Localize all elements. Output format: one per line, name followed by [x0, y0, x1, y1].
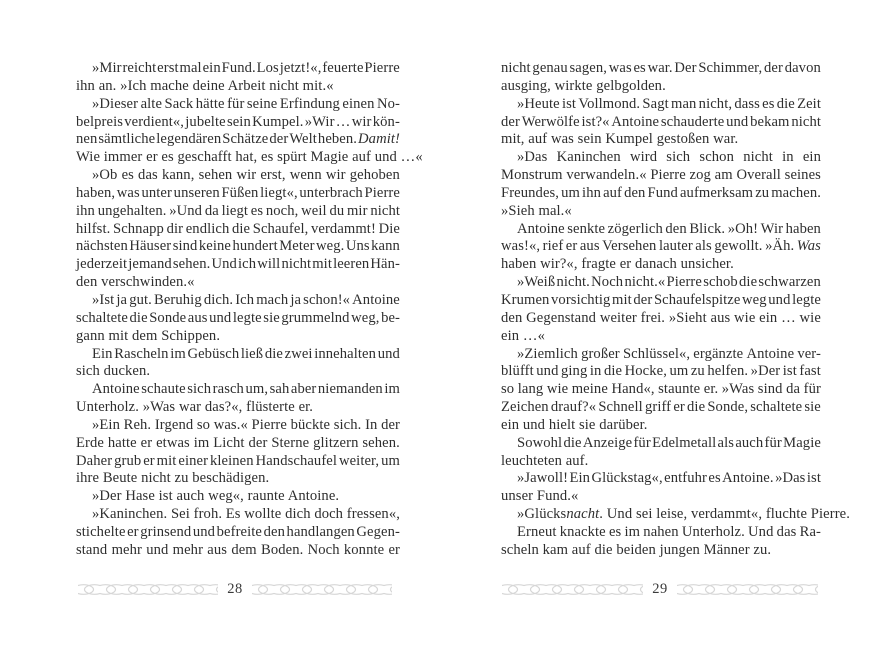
- text-line: schaltete die Sonde aus und legte sie grummelnd weg, be-: [76, 309, 400, 326]
- text-line: Erde hatte er etwas im Licht der Sterne glitzern sehen.: [76, 434, 400, 451]
- text-line: »Ein Reh. Irgend so was.« Pierre bückte sich. In der: [92, 416, 400, 433]
- text-line: »Jawoll! Ein Glückstag«, entfuhr es Antoine. »Das ist: [517, 470, 821, 487]
- text-line: »Kaninchen. Sei froh. Es wollte dich doch fressen«,: [92, 506, 400, 523]
- page-left-footer: [78, 582, 392, 597]
- page-number-left: 28: [227, 581, 243, 597]
- text-line: »Sieh mal.«: [501, 202, 572, 219]
- text-line: Wie immer er es geschafft hat, es spürt Magie auf und …«: [76, 149, 423, 166]
- text-line: der Werwölfe ist?« Antoine schauderte und bekam nicht: [501, 113, 821, 130]
- text-line: stichelte er grinsend und befreite den handlangen Gegen-: [76, 523, 400, 540]
- text-line: »Weiß nicht. Noch nicht.« Pierre schob die schwarzen: [517, 274, 821, 291]
- page-right-text: [501, 60, 850, 560]
- text-line: »Glücksnacht. Und sei leise, verdammt«, fluchte Pierre.: [517, 506, 850, 523]
- text-line: hilfst. Schnapp dir endlich die Schaufel, verdammt! Die: [76, 220, 400, 237]
- chain-ornament-icon: [78, 583, 218, 596]
- text-line: blüfft und ging in die Hocke, um zu helfen. »Der ist fast: [501, 363, 821, 380]
- text-line: Unterholz. »Was war das?«, flüsterte er.: [76, 399, 314, 416]
- text-line: Sowohl die Anzeige für Edelmetall als auch für Magie: [517, 434, 821, 451]
- text-line: Ein Rascheln im Gebüsch ließ die zwei innehalten und: [92, 345, 400, 362]
- text-line: scheln kam auf die beiden jungen Männer zu.: [501, 541, 772, 558]
- text-line: »Ist ja gut. Beruhig dich. Ich mach ja schon!« Antoine: [92, 291, 400, 308]
- text-line: ein …«: [501, 327, 545, 344]
- text-line: »Das Kaninchen wird sich schon nicht in ein: [517, 149, 821, 166]
- text-line: den verschwinden.«: [76, 274, 195, 291]
- text-line: ein und hielt sie darüber.: [501, 416, 648, 433]
- text-line: so lang wie meine Hand«, staunte er. »Was sind da für: [501, 381, 821, 398]
- text-line: ausging, wirkte gelbgolden.: [501, 77, 666, 94]
- text-line: ihn ungehalten. »Und da liegt es noch, weil du mir nicht: [76, 202, 400, 219]
- text-line: Zeichen drauf?« Schnell griff er die Sonde, schaltete sie: [501, 399, 821, 416]
- text-line: »Ziemlich großer Schlüssel«, ergänzte Antoine ver-: [517, 345, 821, 362]
- text-line: »Ob es das kann, sehen wir erst, wenn wir gehoben: [92, 167, 400, 184]
- text-line: »Der Hase ist auch weg«, raunte Antoine.: [92, 488, 340, 505]
- text-line: was!«, rief er aus Versehen lauter als gewollt. »Äh. Was: [501, 238, 821, 255]
- text-line: leuchteten auf.: [501, 452, 589, 469]
- page-left-text: [76, 60, 423, 560]
- text-line: jederzeit jemand sehen. Und ich will nicht mit leeren Hän-: [76, 256, 400, 273]
- chain-ornament-icon: [252, 583, 392, 596]
- text-line: haben, was unter unseren Füßen liegt«, unterbrach Pierre: [76, 184, 400, 201]
- text-line: den Gegenstand weiter frei. »Sieht aus wie ein … wie: [501, 309, 821, 326]
- chain-ornament-icon: [677, 583, 818, 596]
- text-line: stand mehr und mehr aus dem Boden. Noch konnte er: [76, 541, 400, 558]
- text-line: haben wir?«, fragte er danach unsicher.: [501, 256, 734, 273]
- text-line: Krumen vorsichtig mit der Schaufelspitze weg und legte: [501, 291, 821, 308]
- text-line: nächsten Häuser sind keine hundert Meter weg. Uns kann: [76, 238, 400, 255]
- text-line: Monstrum verwandeln.« Pierre zog am Overall seines: [501, 167, 821, 184]
- text-line: Freundes, um ihn auf den Fund aufmerksam zu machen.: [501, 184, 821, 201]
- text-line: Daher grub er mit einer kleinen Handschaufel weiter, um: [76, 452, 400, 469]
- text-line: nen sämtliche legendären Schätze der Welt heben. Damit!: [76, 131, 400, 148]
- text-line: nicht genau sagen, was es war. Der Schimmer, der davon: [501, 60, 821, 76]
- text-line: »Dieser alte Sack hätte für seine Erfindung einen No-: [92, 95, 400, 112]
- text-line: ihre Beute nicht zu beschädigen.: [76, 470, 270, 487]
- text-line: »Mir reicht erst mal ein Fund. Los jetzt!«, feuerte Pierre: [92, 60, 400, 76]
- text-line: Antoine schaute sich rasch um, sah aber niemanden im: [92, 381, 400, 398]
- text-line: gann mit dem Schippen.: [76, 327, 221, 344]
- page-number-right: 29: [652, 581, 668, 597]
- text-line: ihn an. »Ich mache deine Arbeit nicht mit.«: [76, 77, 334, 94]
- text-line: Erneut knackte es im nahen Unterholz. Und das Ra-: [517, 523, 821, 540]
- text-line: unser Fund.«: [501, 488, 579, 505]
- text-line: mit, auf was sein Kumpel gestoßen war.: [501, 131, 739, 148]
- text-line: belpreis verdient«, jubelte sein Kumpel. »Wir … wir kön-: [76, 113, 400, 130]
- text-line: Antoine senkte zögerlich den Blick. »Oh! Wir haben: [517, 220, 821, 237]
- page-right-footer: [502, 582, 818, 597]
- text-line: sich ducken.: [76, 363, 151, 380]
- text-line: »Heute ist Vollmond. Sagt man nicht, dass es die Zeit: [517, 95, 821, 112]
- chain-ornament-icon: [502, 583, 643, 596]
